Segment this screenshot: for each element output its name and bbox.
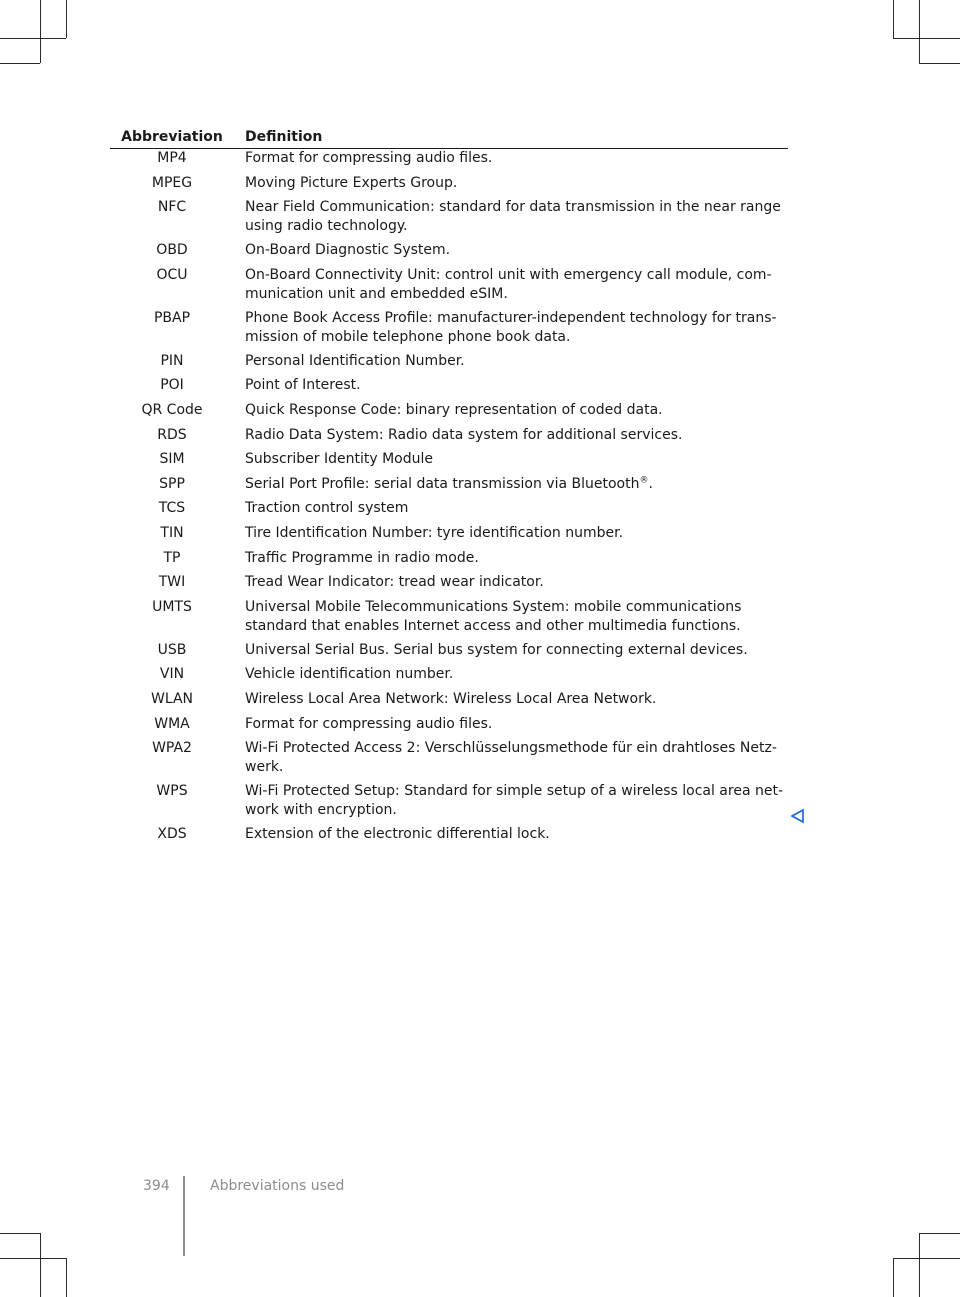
footer-divider	[183, 1176, 185, 1256]
definition-text: Subscriber Identity Module	[245, 451, 434, 468]
table-row	[110, 641, 788, 666]
table-row	[110, 426, 788, 451]
table-row	[110, 266, 788, 309]
definition-cell	[245, 309, 788, 352]
definition-text: On-Board Connectivity Unit: control unit with emergency call module, communication unit and embedded eSIM.	[245, 266, 772, 302]
table-row	[110, 665, 788, 690]
table-row	[110, 549, 788, 574]
definition-text: Tire Identification Number: tyre identification number.	[245, 524, 624, 541]
abbreviations-table	[110, 127, 788, 850]
definition-cell	[245, 499, 788, 523]
definition-text: Traffic Programme in radio mode.	[245, 549, 479, 566]
definition-text: Extension of the electronic differential lock.	[245, 826, 550, 843]
table-row	[110, 573, 788, 598]
abbreviation-cell: NFC	[157, 199, 187, 216]
table-row	[110, 598, 788, 641]
abbreviation-cell: MP4	[157, 150, 187, 166]
definition-text: Universal Mobile Telecommunications System: mobile communications standard that enables Internet access and other multimedia functions.	[245, 598, 742, 634]
definition-cell	[245, 549, 788, 573]
definition-text: Traction control system	[245, 500, 409, 517]
table-row	[110, 401, 788, 426]
definition-text: Point of Interest.	[245, 377, 361, 394]
definition-cell	[245, 641, 788, 665]
abbreviation-cell: TCS	[158, 500, 186, 517]
section-end-triangle-icon	[790, 808, 806, 824]
table-row	[110, 174, 788, 199]
definition-text: Serial Port Profile: serial data transmission via Bluetooth	[245, 475, 640, 492]
definition-text: On-Board Diagnostic System.	[245, 242, 451, 259]
abbreviation-cell: OBD	[156, 242, 188, 259]
abbreviation-cell: WPS	[156, 783, 188, 800]
definition-text: Format for compressing audio files.	[245, 150, 493, 166]
definition-cell	[245, 598, 788, 641]
definition-cell	[245, 690, 788, 714]
table-row	[110, 715, 788, 740]
definition-cell	[245, 198, 788, 241]
definition-cell	[245, 475, 788, 499]
abbreviation-cell: OCU	[156, 266, 188, 283]
abbreviation-cell: USB	[157, 641, 187, 658]
definition-cell	[245, 782, 788, 825]
table-row	[110, 149, 788, 174]
definition-cell	[245, 174, 788, 198]
abbreviation-cell: WLAN	[150, 690, 193, 707]
table-row	[110, 241, 788, 266]
abbreviation-cell: QR Code	[141, 401, 203, 418]
page-number: 394	[143, 1178, 170, 1194]
abbreviation-cell: RDS	[157, 426, 187, 443]
abbreviation-cell: TIN	[160, 524, 184, 541]
section-title: Abbreviations used	[210, 1178, 345, 1194]
definition-cell	[245, 739, 788, 782]
table-row	[110, 376, 788, 401]
definition-text: Tread Wear Indicator: tread wear indicator.	[245, 574, 544, 591]
abbreviation-cell: WMA	[154, 715, 190, 732]
abbreviation-cell: UMTS	[152, 598, 192, 615]
table-row	[110, 450, 788, 475]
definition-text: Wi-Fi Protected Setup: Standard for simple setup of a wireless local area network with encryption.	[245, 783, 784, 819]
table-row	[110, 352, 788, 377]
abbreviation-cell: VIN	[159, 666, 185, 683]
abbreviation-cell: PIN	[160, 352, 184, 369]
definition-text: Moving Picture Experts Group.	[245, 174, 458, 191]
table-row	[110, 739, 788, 782]
abbreviation-cell: POI	[160, 377, 184, 394]
definition-cell	[245, 426, 788, 450]
abbreviation-cell: SIM	[159, 451, 185, 468]
definition-cell	[245, 524, 788, 548]
table-row	[110, 499, 788, 524]
definition-cell	[245, 266, 788, 309]
table-body	[110, 149, 788, 850]
definition-text: Quick Response Code: binary representation of coded data.	[245, 401, 663, 418]
abbreviation-cell: WPA2	[152, 740, 192, 757]
abbreviation-cell: XDS	[157, 826, 187, 843]
table-row	[110, 309, 788, 352]
definition-text: Vehicle identification number.	[245, 666, 454, 683]
definition-text: Near Field Communication: standard for data transmission in the near range using radio technology.	[245, 199, 781, 235]
column-header-abbreviation: Abbreviation	[121, 129, 223, 145]
definition-text: Wireless Local Area Network: Wireless Local Area Network.	[245, 690, 657, 707]
definition-cell	[245, 352, 788, 376]
definition-cell	[245, 665, 788, 689]
definition-suffix: .	[648, 475, 653, 492]
definition-text: Radio Data System: Radio data system for additional services.	[245, 426, 683, 443]
table-row	[110, 690, 788, 715]
definition-cell	[245, 241, 788, 265]
table-row	[110, 475, 788, 500]
definition-cell	[245, 149, 788, 173]
definition-text: Personal Identification Number.	[245, 352, 465, 369]
definition-cell	[245, 401, 788, 425]
table-row	[110, 825, 788, 850]
abbreviation-cell: TWI	[158, 574, 186, 591]
column-header-definition: Definition	[245, 129, 323, 145]
abbreviation-cell: TP	[163, 549, 181, 566]
registered-trademark-mark: ®	[639, 475, 649, 486]
definition-text: Format for compressing audio files.	[245, 715, 493, 732]
table-row	[110, 782, 788, 825]
abbreviation-cell: PBAP	[153, 309, 191, 326]
table-header	[110, 127, 788, 149]
definition-text: Wi-Fi Protected Access 2: Verschlüsselungsmethode für ein drahtloses Netzwerk.	[245, 740, 777, 776]
definition-cell	[245, 715, 788, 739]
definition-cell	[245, 376, 788, 400]
definition-cell	[245, 825, 788, 849]
table-row	[110, 198, 788, 241]
definition-cell	[245, 573, 788, 597]
table-row	[110, 524, 788, 549]
definition-cell	[245, 450, 788, 474]
definition-text: Phone Book Access Profile: manufacturer-independent technology for transmission of mobile telephone phone book data.	[245, 309, 777, 345]
abbreviation-cell: SPP	[159, 475, 185, 492]
definition-text: Universal Serial Bus. Serial bus system for connecting external devices.	[245, 641, 748, 658]
abbreviation-cell: MPEG	[151, 174, 193, 191]
